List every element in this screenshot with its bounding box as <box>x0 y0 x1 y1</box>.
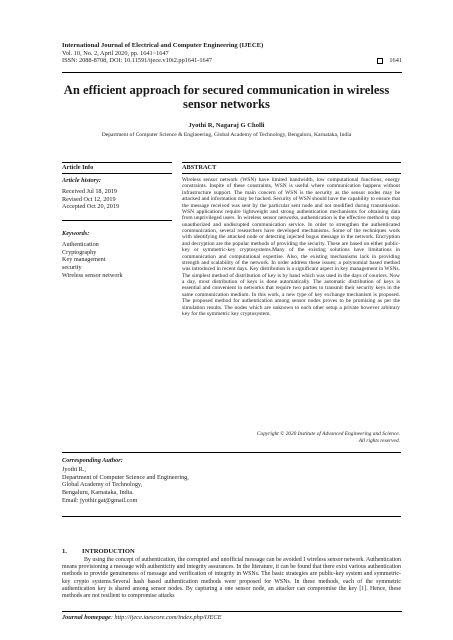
affiliation: Department of Computer Science & Engineering, Global Academy of Technology, Bengaluru, Karnataka, India <box>101 132 352 138</box>
history-item: Received Jul 18, 2019 <box>62 188 117 195</box>
keyword-item: Key management <box>62 256 106 264</box>
journal-name: International Journal of Electrical and Computer Engineering (IJECE) <box>62 42 264 49</box>
page-number: 1641 <box>389 57 402 65</box>
section-number: 1. <box>62 548 67 555</box>
issn-line: ISSN: 2088-8708, DOI: 10.11591/ijece.v10i2.pp1641-1647 <box>62 57 213 65</box>
info-top-rule <box>62 162 172 163</box>
corresponding-line: Bengaluru, Karnataka, India. <box>62 489 134 497</box>
corresponding-heading: Corresponding Author: <box>62 457 123 464</box>
introduction-heading <box>62 548 135 555</box>
corresponding-line: Email: jyothir.gat@gmail.com <box>62 496 138 504</box>
info-head-rule <box>62 173 172 174</box>
journal-footer <box>62 614 402 621</box>
footer-rule <box>62 611 402 612</box>
corresponding-line: Department of Computer Science and Engineering, <box>62 473 189 481</box>
introduction-text: By using the concept of authentication, the corrupted and unofficial message can be avoided I wireless sensor network. Authentication means provisioning a message with authenticity and integrity assurances. In the literature, it can be found that there exist various authentication methods to provide genuineness of message and verification of integrity in WSNs. The basic strategies are public-key system and symmetric-key crypto systems.Several hash based authentication methods were proposed for WSNs. In these methods, each of the symmetric authentication key is shared among sensor nodes. By capturing a one sensor node, an attacker can compromise the key [1]. Hence, these methods are not resilient to compromise attacks <box>62 557 401 600</box>
article-info-heading: Article Info <box>62 164 94 171</box>
keyword-item: Authentication <box>62 241 99 248</box>
copyright-line-2: All rights reserved. <box>358 437 400 444</box>
homepage-label: Journal homepage <box>62 614 111 621</box>
volume-line: Vol. 10, No. 2, April 2020, pp. 1641~1647 <box>62 49 169 57</box>
paper-title <box>40 83 413 111</box>
header-rule <box>62 72 402 73</box>
title-line-1: An efficient approach for secured communication in wireless <box>63 83 390 97</box>
journal-header <box>62 42 402 65</box>
abstract-text: Wireless sensor network (WSN) have limited bandwidth, low computational functions, energy constraints. Inspite of these constraints, WSN is useful where communication happens without infrastructure support. The main concern of WSN is the security as the sensor nodes may be attacked and information may be hacked. Security of WSN should have the capability to ensure that the message received was sent by the particular sent node and not modified during transmission. WSN applications require lightweight and strong authentication mechanisms for obtaining data from unprivileged users. In wireless sensor networks, authentication is the effective method to stop unauthorized and undisrupted communication service. In order to strengthen the authenticated communication, several researchers have developed mechanisms. Some of the techniques work with identifying the attacked node or detecting injected bogus message in the network. Encryption and decryption are the popular methods of providing the security. These are based on either public-key or symmetric-key cryptosystems.Many of the existing solutions have limitations in communication and computational expertise. Also, the existing mechanisms lack in providing strength and scalability of the network. In order address these issues; a polynomial based method was introduced in recent days. Key distribution is a significant aspect in key management in WSNs. The simplest method of distribution of key is by hand which was used in the days of couriers. Now a day, most distribution of keys is done automatically. The automatic distribution of keys is essential and convenient in networks that require two parties to transmit their security keys in the same communication medium. In this work, a new type of key exchange mechanism is proposed. The proposed method for authentication among sensor nodes proves to be promising as per the simulation results. The nodes which are unknown to each other setup a private however arbitrary key for the symmetric key cryptosystem. <box>182 177 400 317</box>
corresponding-line: Jyothi R., <box>62 466 86 473</box>
corresponding-line: Global Academy of Technology, <box>62 481 143 489</box>
history-list <box>62 188 119 211</box>
section-title: INTRODUCTION <box>82 548 135 555</box>
corresponding-block <box>62 466 262 505</box>
homepage-url[interactable]: : http://ijece.iaescore.com/index.php/IJECE <box>110 614 222 621</box>
authors: Jyothi R, Nagaraj G Cholli <box>188 122 265 129</box>
abstract-top-rule <box>182 162 401 163</box>
abstract-head-rule <box>182 173 401 174</box>
square-icon <box>377 58 383 64</box>
copyright <box>182 431 400 444</box>
keyword-item: Cryptography <box>62 248 97 256</box>
copyright-line-1: Copyright © 2020 Institute of Advanced Engineering and Science. <box>256 431 400 437</box>
history-heading: Article history: <box>62 177 102 184</box>
keyword-item: Wireless sensor network <box>62 271 123 279</box>
history-item: Revised Oct 12, 2019 <box>62 195 116 203</box>
abstract-bottom-rule <box>62 452 401 453</box>
abstract-heading: ABSTRACT <box>182 164 217 171</box>
keywords-heading: Keywords: <box>62 230 90 237</box>
keyword-item: security <box>62 264 82 272</box>
title-line-2: sensor networks <box>183 97 270 111</box>
corresponding-bottom-rule <box>62 516 401 517</box>
keywords-list <box>62 241 123 280</box>
history-item: Accepted Oct 20, 2019 <box>62 203 120 211</box>
history-rule <box>62 220 172 221</box>
